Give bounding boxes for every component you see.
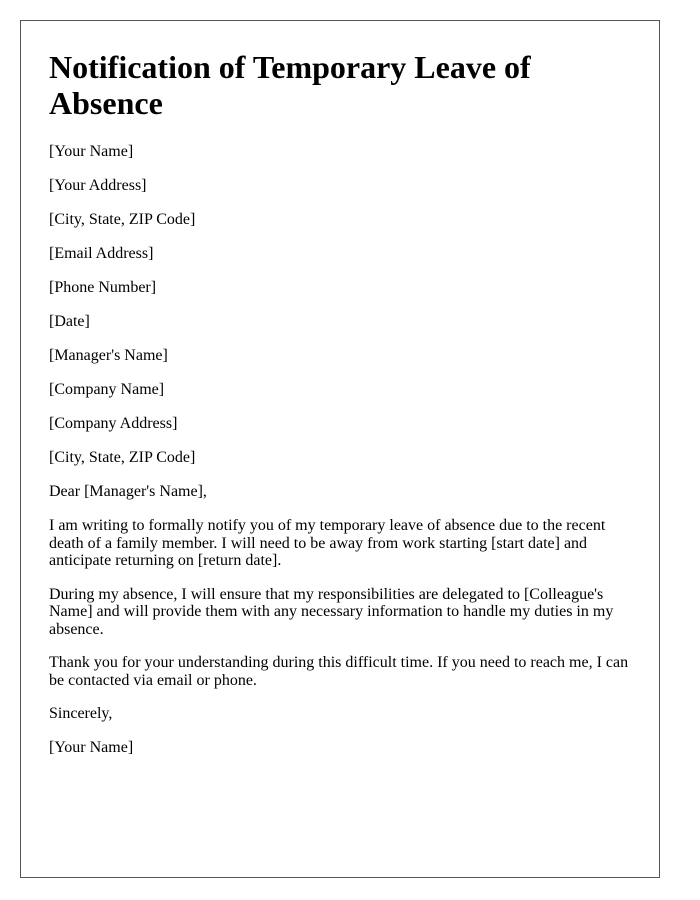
body-paragraph-notification: I am writing to formally notify you of my temporary leave of absence due to the recent death of a family member. I will need to be away from work starting [start date] and anticipate returning on [return date].: [49, 517, 606, 569]
body-paragraph-thanks: Thank you for your understanding during this difficult time. If you need to reach me, I can be contacted via email or phone.: [49, 654, 629, 689]
sender-city-state-zip: [City, State, ZIP Code]: [49, 211, 196, 228]
letter-date: [Date]: [49, 313, 90, 330]
letter-content: [49, 49, 639, 773]
salutation: Dear [Manager's Name],: [49, 483, 207, 500]
recipient-company: [Company Name]: [49, 381, 165, 398]
body-paragraph-delegation: During my absence, I will ensure that my responsibilities are delegated to [Colleague's Name] and will provide them with any necessary information to handle my duties in my absence.: [49, 585, 614, 638]
sender-phone: [Phone Number]: [49, 279, 157, 296]
recipient-name: [Manager's Name]: [49, 347, 168, 364]
closing: Sincerely,: [49, 705, 113, 722]
letter-title: Notification of Temporary Leave of Absence: [49, 49, 531, 121]
sender-email: [Email Address]: [49, 245, 154, 262]
recipient-address: [Company Address]: [49, 415, 178, 432]
recipient-city-state-zip: [City, State, ZIP Code]: [49, 449, 196, 466]
letter-page: [20, 20, 660, 878]
signature: [Your Name]: [49, 739, 134, 756]
sender-name: [Your Name]: [49, 143, 134, 160]
sender-address: [Your Address]: [49, 177, 147, 194]
